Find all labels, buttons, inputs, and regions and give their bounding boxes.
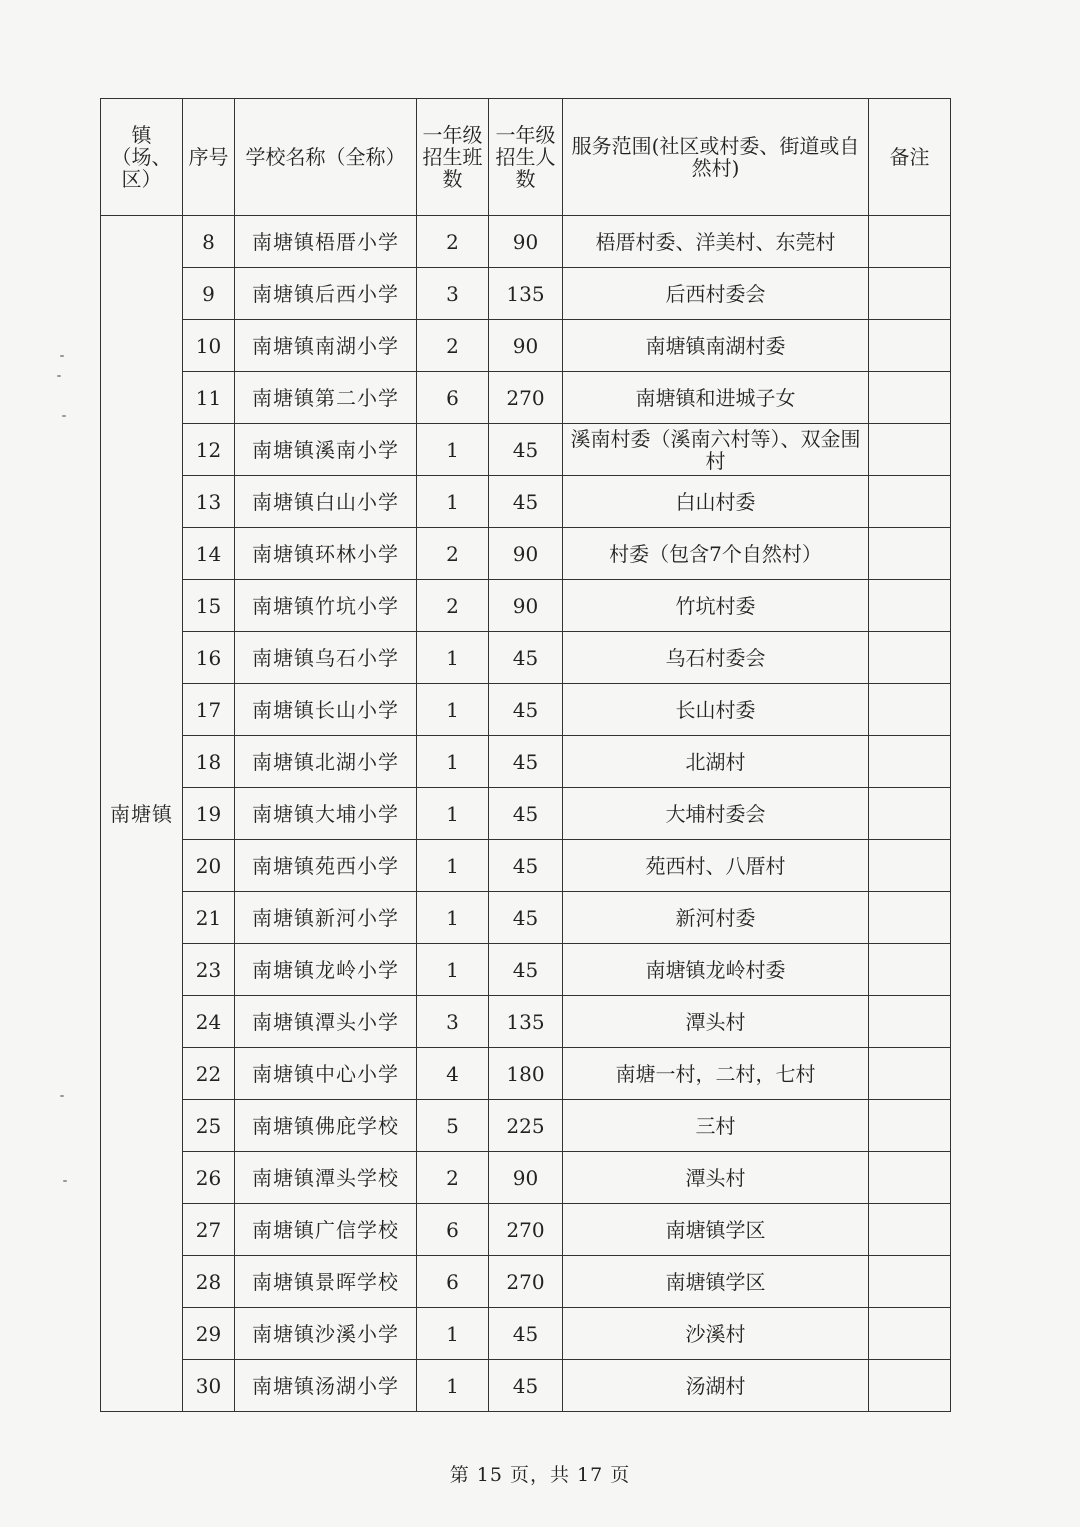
- students-cell: 45: [489, 476, 563, 528]
- classes-cell: 3: [417, 996, 489, 1048]
- remarks-cell: [869, 632, 951, 684]
- service-scope-cell: 溪南村委（溪南六村等）、双金围村: [563, 424, 869, 476]
- school-name-cell: 南塘镇梧厝小学: [235, 216, 417, 268]
- header-seq: 序号: [183, 99, 235, 216]
- table-row: [101, 1048, 951, 1100]
- header-school: 学校名称（全称）: [235, 99, 417, 216]
- service-scope-cell: 白山村委: [563, 476, 869, 528]
- school-name-cell: 南塘镇苑西小学: [235, 840, 417, 892]
- classes-cell: 4: [417, 1048, 489, 1100]
- seq-cell: 30: [183, 1360, 235, 1412]
- school-name-cell: 南塘镇环林小学: [235, 528, 417, 580]
- school-name-cell: 南塘镇新河小学: [235, 892, 417, 944]
- classes-cell: 2: [417, 1152, 489, 1204]
- seq-cell: 25: [183, 1100, 235, 1152]
- table-row: [101, 528, 951, 580]
- school-name-cell: 南塘镇大埔小学: [235, 788, 417, 840]
- students-cell: 45: [489, 632, 563, 684]
- service-scope-cell: 北湖村: [563, 736, 869, 788]
- remarks-cell: [869, 736, 951, 788]
- school-name-cell: 南塘镇潭头小学: [235, 996, 417, 1048]
- school-name-cell: 南塘镇白山小学: [235, 476, 417, 528]
- table-row: [101, 1100, 951, 1152]
- classes-cell: 5: [417, 1100, 489, 1152]
- table-row: [101, 580, 951, 632]
- classes-cell: 1: [417, 684, 489, 736]
- table-row: [101, 840, 951, 892]
- students-cell: 90: [489, 1152, 563, 1204]
- school-name-cell: 南塘镇南湖小学: [235, 320, 417, 372]
- table-body: [101, 216, 951, 1412]
- remarks-cell: [869, 476, 951, 528]
- enrollment-table: [100, 98, 951, 1412]
- service-scope-cell: 乌石村委会: [563, 632, 869, 684]
- remarks-cell: [869, 372, 951, 424]
- service-scope-cell: 潭头村: [563, 1152, 869, 1204]
- table-row: [101, 684, 951, 736]
- remarks-cell: [869, 1360, 951, 1412]
- service-scope-cell: 南塘镇学区: [563, 1204, 869, 1256]
- students-cell: 180: [489, 1048, 563, 1100]
- students-cell: 45: [489, 424, 563, 476]
- table-row: [101, 320, 951, 372]
- seq-cell: 24: [183, 996, 235, 1048]
- seq-cell: 15: [183, 580, 235, 632]
- classes-cell: 2: [417, 528, 489, 580]
- classes-cell: 1: [417, 892, 489, 944]
- students-cell: 90: [489, 216, 563, 268]
- school-name-cell: 南塘镇溪南小学: [235, 424, 417, 476]
- remarks-cell: [869, 1256, 951, 1308]
- table-row: [101, 1360, 951, 1412]
- remarks-cell: [869, 528, 951, 580]
- classes-cell: 3: [417, 268, 489, 320]
- seq-cell: 18: [183, 736, 235, 788]
- seq-cell: 16: [183, 632, 235, 684]
- classes-cell: 1: [417, 736, 489, 788]
- remarks-cell: [869, 996, 951, 1048]
- scan-speck: [60, 355, 64, 357]
- service-scope-cell: 南塘镇学区: [563, 1256, 869, 1308]
- table-row: [101, 372, 951, 424]
- classes-cell: 1: [417, 1308, 489, 1360]
- remarks-cell: [869, 424, 951, 476]
- remarks-cell: [869, 216, 951, 268]
- classes-cell: 6: [417, 372, 489, 424]
- school-name-cell: 南塘镇后西小学: [235, 268, 417, 320]
- service-scope-cell: 梧厝村委、洋美村、东莞村: [563, 216, 869, 268]
- students-cell: 270: [489, 372, 563, 424]
- classes-cell: 1: [417, 632, 489, 684]
- seq-cell: 8: [183, 216, 235, 268]
- students-cell: 135: [489, 996, 563, 1048]
- service-scope-cell: 竹坑村委: [563, 580, 869, 632]
- table-row: [101, 1152, 951, 1204]
- classes-cell: 1: [417, 1360, 489, 1412]
- service-scope-cell: 苑西村、八厝村: [563, 840, 869, 892]
- seq-cell: 11: [183, 372, 235, 424]
- school-name-cell: 南塘镇第二小学: [235, 372, 417, 424]
- school-name-cell: 南塘镇北湖小学: [235, 736, 417, 788]
- remarks-cell: [869, 1152, 951, 1204]
- remarks-cell: [869, 268, 951, 320]
- school-name-cell: 南塘镇佛庇学校: [235, 1100, 417, 1152]
- remarks-cell: [869, 1048, 951, 1100]
- header-classes: 一年级招生班数: [417, 99, 489, 216]
- header-scope: 服务范围(社区或村委、街道或自然村): [563, 99, 869, 216]
- seq-cell: 23: [183, 944, 235, 996]
- table-row: [101, 1256, 951, 1308]
- remarks-cell: [869, 892, 951, 944]
- service-scope-cell: 新河村委: [563, 892, 869, 944]
- school-name-cell: 南塘镇竹坑小学: [235, 580, 417, 632]
- school-name-cell: 南塘镇潭头学校: [235, 1152, 417, 1204]
- seq-cell: 17: [183, 684, 235, 736]
- school-name-cell: 南塘镇乌石小学: [235, 632, 417, 684]
- scan-speck: [62, 415, 66, 417]
- table-row: [101, 476, 951, 528]
- service-scope-cell: 南塘镇和进城子女: [563, 372, 869, 424]
- students-cell: 270: [489, 1256, 563, 1308]
- remarks-cell: [869, 788, 951, 840]
- service-scope-cell: 汤湖村: [563, 1360, 869, 1412]
- seq-cell: 26: [183, 1152, 235, 1204]
- table-row: [101, 736, 951, 788]
- seq-cell: 9: [183, 268, 235, 320]
- service-scope-cell: 潭头村: [563, 996, 869, 1048]
- classes-cell: 1: [417, 476, 489, 528]
- table-row: [101, 892, 951, 944]
- students-cell: 45: [489, 736, 563, 788]
- remarks-cell: [869, 320, 951, 372]
- students-cell: 45: [489, 892, 563, 944]
- students-cell: 270: [489, 1204, 563, 1256]
- remarks-cell: [869, 840, 951, 892]
- remarks-cell: [869, 1204, 951, 1256]
- students-cell: 90: [489, 580, 563, 632]
- seq-cell: 21: [183, 892, 235, 944]
- table-row: [101, 632, 951, 684]
- school-name-cell: 南塘镇中心小学: [235, 1048, 417, 1100]
- service-scope-cell: 后西村委会: [563, 268, 869, 320]
- table-row: [101, 944, 951, 996]
- service-scope-cell: 三村: [563, 1100, 869, 1152]
- students-cell: 135: [489, 268, 563, 320]
- scan-speck: [60, 1095, 64, 1097]
- students-cell: 90: [489, 528, 563, 580]
- students-cell: 45: [489, 840, 563, 892]
- students-cell: 225: [489, 1100, 563, 1152]
- service-scope-cell: 长山村委: [563, 684, 869, 736]
- seq-cell: 22: [183, 1048, 235, 1100]
- classes-cell: 1: [417, 840, 489, 892]
- scan-speck: [63, 1180, 67, 1182]
- school-name-cell: 南塘镇长山小学: [235, 684, 417, 736]
- service-scope-cell: 沙溪村: [563, 1308, 869, 1360]
- students-cell: 90: [489, 320, 563, 372]
- town-cell: 南塘镇: [101, 216, 183, 1412]
- students-cell: 45: [489, 684, 563, 736]
- scan-speck: [57, 375, 61, 377]
- seq-cell: 29: [183, 1308, 235, 1360]
- school-name-cell: 南塘镇龙岭小学: [235, 944, 417, 996]
- remarks-cell: [869, 1308, 951, 1360]
- classes-cell: 2: [417, 320, 489, 372]
- page-footer: 第 15 页，共 17 页: [449, 1464, 631, 1486]
- remarks-cell: [869, 580, 951, 632]
- students-cell: 45: [489, 788, 563, 840]
- remarks-cell: [869, 944, 951, 996]
- service-scope-cell: 南塘一村，二村，七村: [563, 1048, 869, 1100]
- table-row: [101, 788, 951, 840]
- service-scope-cell: 南塘镇龙岭村委: [563, 944, 869, 996]
- table-row: [101, 268, 951, 320]
- school-name-cell: 南塘镇景晖学校: [235, 1256, 417, 1308]
- table-row: [101, 216, 951, 268]
- classes-cell: 2: [417, 216, 489, 268]
- seq-cell: 19: [183, 788, 235, 840]
- classes-cell: 6: [417, 1256, 489, 1308]
- header-remarks: 备注: [869, 99, 951, 216]
- classes-cell: 2: [417, 580, 489, 632]
- seq-cell: 10: [183, 320, 235, 372]
- students-cell: 45: [489, 1308, 563, 1360]
- school-name-cell: 南塘镇沙溪小学: [235, 1308, 417, 1360]
- school-name-cell: 南塘镇广信学校: [235, 1204, 417, 1256]
- table-row: [101, 424, 951, 476]
- seq-cell: 28: [183, 1256, 235, 1308]
- seq-cell: 13: [183, 476, 235, 528]
- school-name-cell: 南塘镇汤湖小学: [235, 1360, 417, 1412]
- seq-cell: 12: [183, 424, 235, 476]
- classes-cell: 1: [417, 944, 489, 996]
- service-scope-cell: 南塘镇南湖村委: [563, 320, 869, 372]
- table-header-row: [101, 99, 951, 216]
- classes-cell: 1: [417, 424, 489, 476]
- service-scope-cell: 大埔村委会: [563, 788, 869, 840]
- table-row: [101, 1204, 951, 1256]
- remarks-cell: [869, 684, 951, 736]
- service-scope-cell: 村委（包含7个自然村）: [563, 528, 869, 580]
- seq-cell: 27: [183, 1204, 235, 1256]
- seq-cell: 14: [183, 528, 235, 580]
- classes-cell: 1: [417, 788, 489, 840]
- students-cell: 45: [489, 944, 563, 996]
- remarks-cell: [869, 1100, 951, 1152]
- seq-cell: 20: [183, 840, 235, 892]
- header-town: 镇（场、区）: [101, 99, 183, 216]
- table-row: [101, 1308, 951, 1360]
- students-cell: 45: [489, 1360, 563, 1412]
- classes-cell: 6: [417, 1204, 489, 1256]
- header-students: 一年级招生人数: [489, 99, 563, 216]
- table-row: [101, 996, 951, 1048]
